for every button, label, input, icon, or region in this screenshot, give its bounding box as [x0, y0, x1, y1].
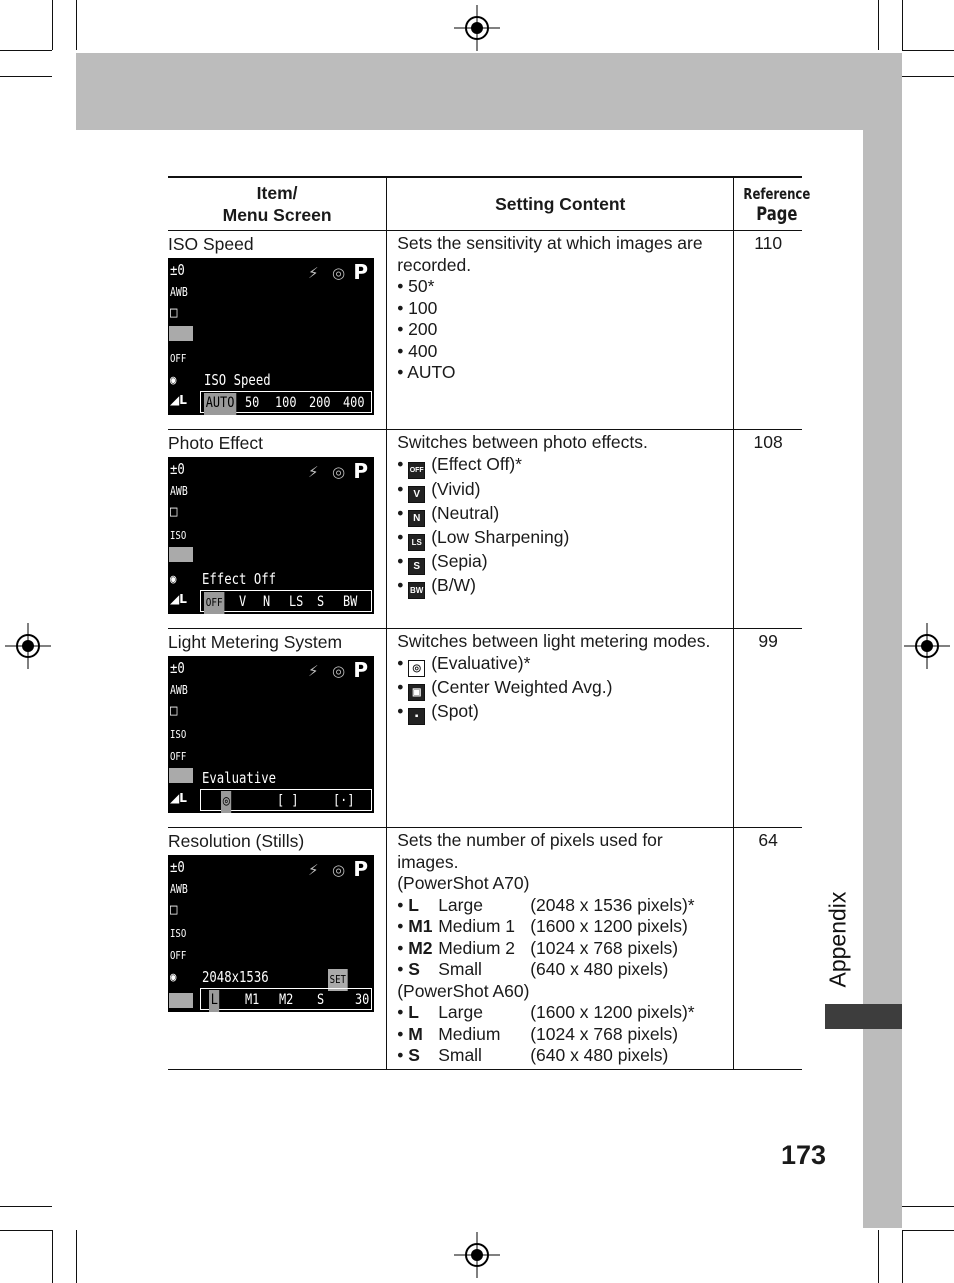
screen-caption: Evaluative: [202, 769, 277, 787]
camera-menu-screen: ±0 AWB □ OFF ◉ ⚡ ◎ P ISO Speed ◢L AUTO 50 100 200 400: [168, 258, 374, 415]
flash-icon: ⚡: [308, 662, 319, 680]
setting-content: Switches between photo effects. • OFF (Effect Off)* • V (Vivid) • N (Neutral) • LS (Low Sharpening) • S (Sepia) • BW (B/W): [387, 430, 734, 629]
eye-icon: ◎: [332, 264, 346, 282]
set-badge: SET: [328, 969, 348, 991]
flash-icon: ⚡: [308, 463, 319, 481]
table-row: [168, 430, 802, 629]
ref-page: 108: [734, 430, 802, 629]
quality-icon: ◢L: [170, 790, 187, 805]
eye-icon: ◎: [332, 861, 346, 879]
header-item: Item/ Menu Screen: [168, 177, 387, 231]
program-mode-icon: P: [353, 459, 368, 483]
evaluative-icon: ◎: [408, 660, 425, 677]
screen-caption: 2048x1536: [202, 968, 269, 986]
bw-icon: BW: [408, 582, 425, 599]
header-band: [76, 53, 902, 130]
table-row: [168, 231, 802, 430]
registration-mark-icon: [5, 623, 51, 669]
registration-mark-icon: [904, 623, 950, 669]
vivid-icon: V: [408, 486, 425, 503]
table-row: [168, 828, 802, 1070]
ref-page: 64: [734, 828, 802, 1070]
settings-table: [168, 176, 811, 1070]
screen-caption: Effect Off: [202, 570, 277, 588]
item-name: Resolution (Stills): [168, 831, 305, 851]
effect-off-icon: OFF: [408, 462, 425, 479]
neutral-icon: N: [408, 510, 425, 527]
item-name: Photo Effect: [168, 433, 264, 453]
table-row: [168, 629, 802, 828]
page-number: 173: [780, 1140, 826, 1170]
section-tab: [825, 1004, 902, 1029]
setting-content: Sets the number of pixels used for images. (PowerShot A70) • L Large (2048 x 1536 pixels)* • M1 Medium 1 (1600 x 1200 pixels) • M2 Medium 2 (1024 x 768 pixels) • S Small (640 x 480 pixels) (PowerShot A60) • L Large (1600 x 1200 pixels)* • M Medium (1024 x 768 pixels) • S Small (640 x 480 pixels): [387, 828, 734, 1070]
camera-menu-screen: ±0 AWB □ ISO ◉ ⚡ ◎ P Effect Off ◢L OFF V N LS S BW: [168, 457, 374, 614]
spot-icon: ▪: [408, 708, 425, 725]
center-weighted-icon: ▣: [408, 684, 425, 701]
side-band: [863, 130, 902, 1228]
sepia-icon: S: [408, 558, 425, 575]
item-name: Light Metering System: [168, 632, 343, 652]
program-mode-icon: P: [353, 260, 368, 284]
camera-menu-screen: ±0 AWB □ ISO OFF ◉ ⚡ ◎ P 2048x1536 SET L M1 M2 S 30: [168, 855, 374, 1012]
header-ref: Reference Page: [734, 177, 802, 231]
screen-caption: ISO Speed: [204, 371, 271, 389]
header-setting: Setting Content: [387, 177, 734, 231]
program-mode-icon: P: [353, 658, 368, 682]
registration-mark-icon: [454, 1232, 500, 1278]
setting-content: Sets the sensitivity at which images are recorded. • 50* • 100 • 200 • 400 • AUTO: [387, 231, 734, 430]
item-name: ISO Speed: [168, 234, 254, 254]
side-label: Appendix: [824, 891, 851, 988]
ref-page: 110: [734, 231, 802, 430]
camera-menu-screen: ±0 AWB □ ISO OFF ⚡ ◎ P Evaluative ◢L ◎ [ ] [·]: [168, 656, 374, 813]
setting-content: Switches between light metering modes. • ◎ (Evaluative)* • ▣ (Center Weighted Avg.) • ▪ (Spot): [387, 629, 734, 828]
table-header: [168, 177, 802, 231]
eye-icon: ◎: [332, 662, 346, 680]
quality-icon: ◢L: [170, 392, 187, 407]
ref-page: 99: [734, 629, 802, 828]
registration-mark-icon: [454, 5, 500, 51]
eye-icon: ◎: [332, 463, 346, 481]
program-mode-icon: P: [353, 857, 368, 881]
flash-icon: ⚡: [308, 861, 319, 879]
flash-icon: ⚡: [308, 264, 319, 282]
quality-icon: ◢L: [170, 591, 187, 606]
low-sharpening-icon: LS: [408, 534, 425, 551]
